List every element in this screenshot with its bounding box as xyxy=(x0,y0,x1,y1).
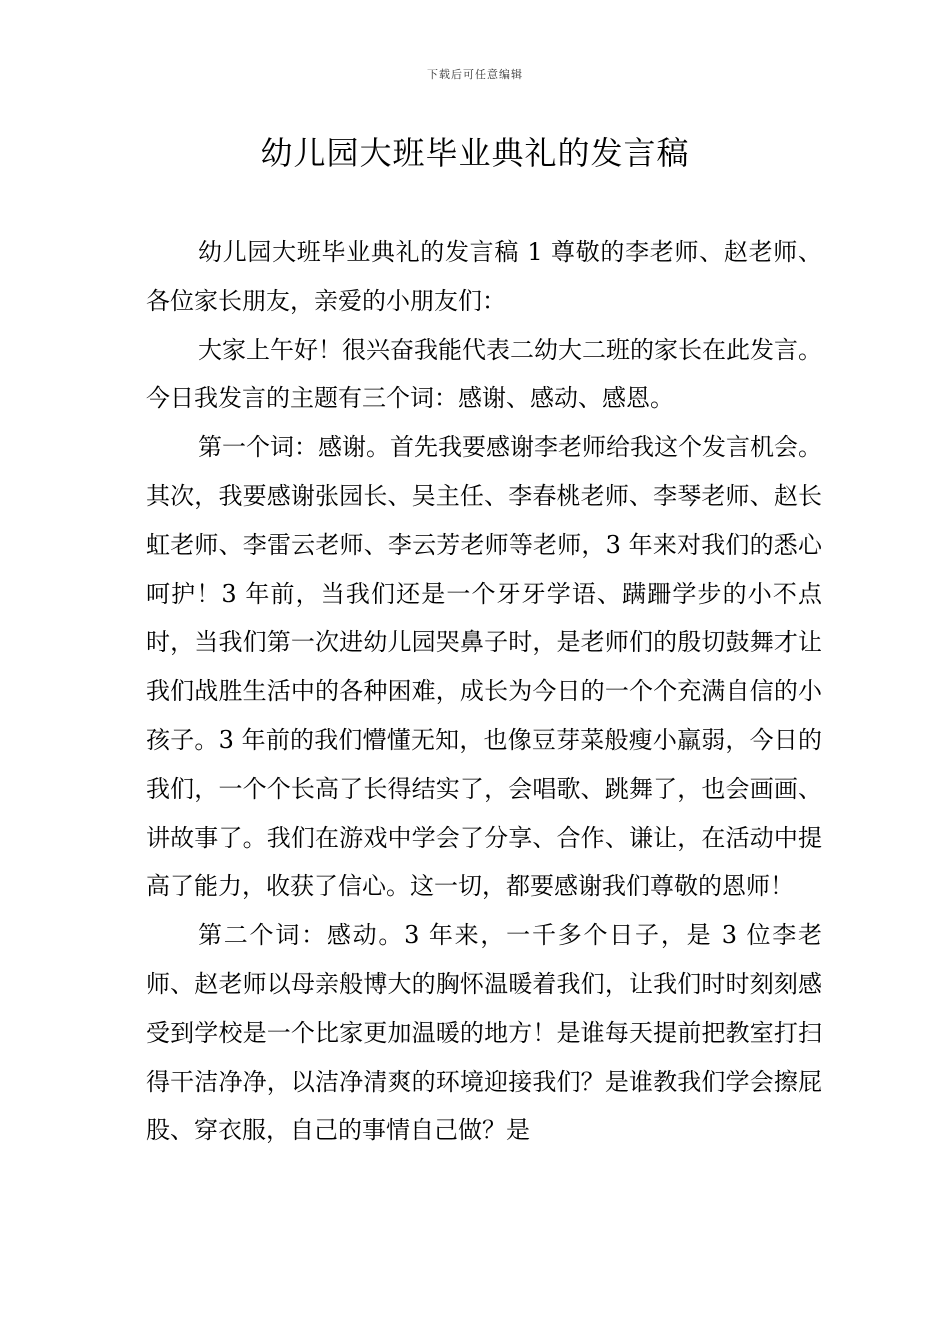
paragraph: 第二个词：感动。3 年来，一千多个日子，是 3 位李老师、赵老师以母亲般博大的胸怀温暖着我们，让我们时时刻刻感受到学校是一个比家更加温暖的地方！是谁每天提前把教室打扫得干洁净净，以洁净清爽的环境迎接我们？是谁教我们学会擦屁股、穿衣服，自己的事情自己做？是 xyxy=(146,921,822,1145)
paragraph: 第一个词：感谢。首先我要感谢李老师给我这个发言机会。其次，我要感谢张园长、吴主任、李春桃老师、李琴老师、赵长虹老师、李雷云老师、李云芳老师等老师，3 年来对我们的悉心呵护！3 年前，当我们还是一个牙牙学语、蹒跚学步的小不点时，当我们第一次进幼儿园哭鼻子时，是老师们的殷切鼓舞才让我们战胜生活中的各种困难，成长为今日的一个个充满自信的小孩子。3 年前的我们懵懂无知，也像豆芽菜般瘦小羸弱，今日的我们，一个个长高了长得结实了，会唱歌、跳舞了，也会画画、讲故事了。我们在游戏中学会了分享、合作、谦让，在活动中提高了能力，收获了信心。这一切，都要感谢我们尊敬的恩师！ xyxy=(146,433,822,901)
document-body xyxy=(146,228,822,1155)
document-title: 幼儿园大班毕业典礼的发言稿 xyxy=(260,134,690,172)
header-note: 下载后可任意编辑 xyxy=(427,68,523,81)
paragraph: 大家上午好！很兴奋我能代表二幼大二班的家长在此发言。今日我发言的主题有三个词：感谢、感动、感恩。 xyxy=(146,335,822,413)
paragraph: 幼儿园大班毕业典礼的发言稿 1 尊敬的李老师、赵老师、各位家长朋友，亲爱的小朋友们： xyxy=(146,238,822,315)
